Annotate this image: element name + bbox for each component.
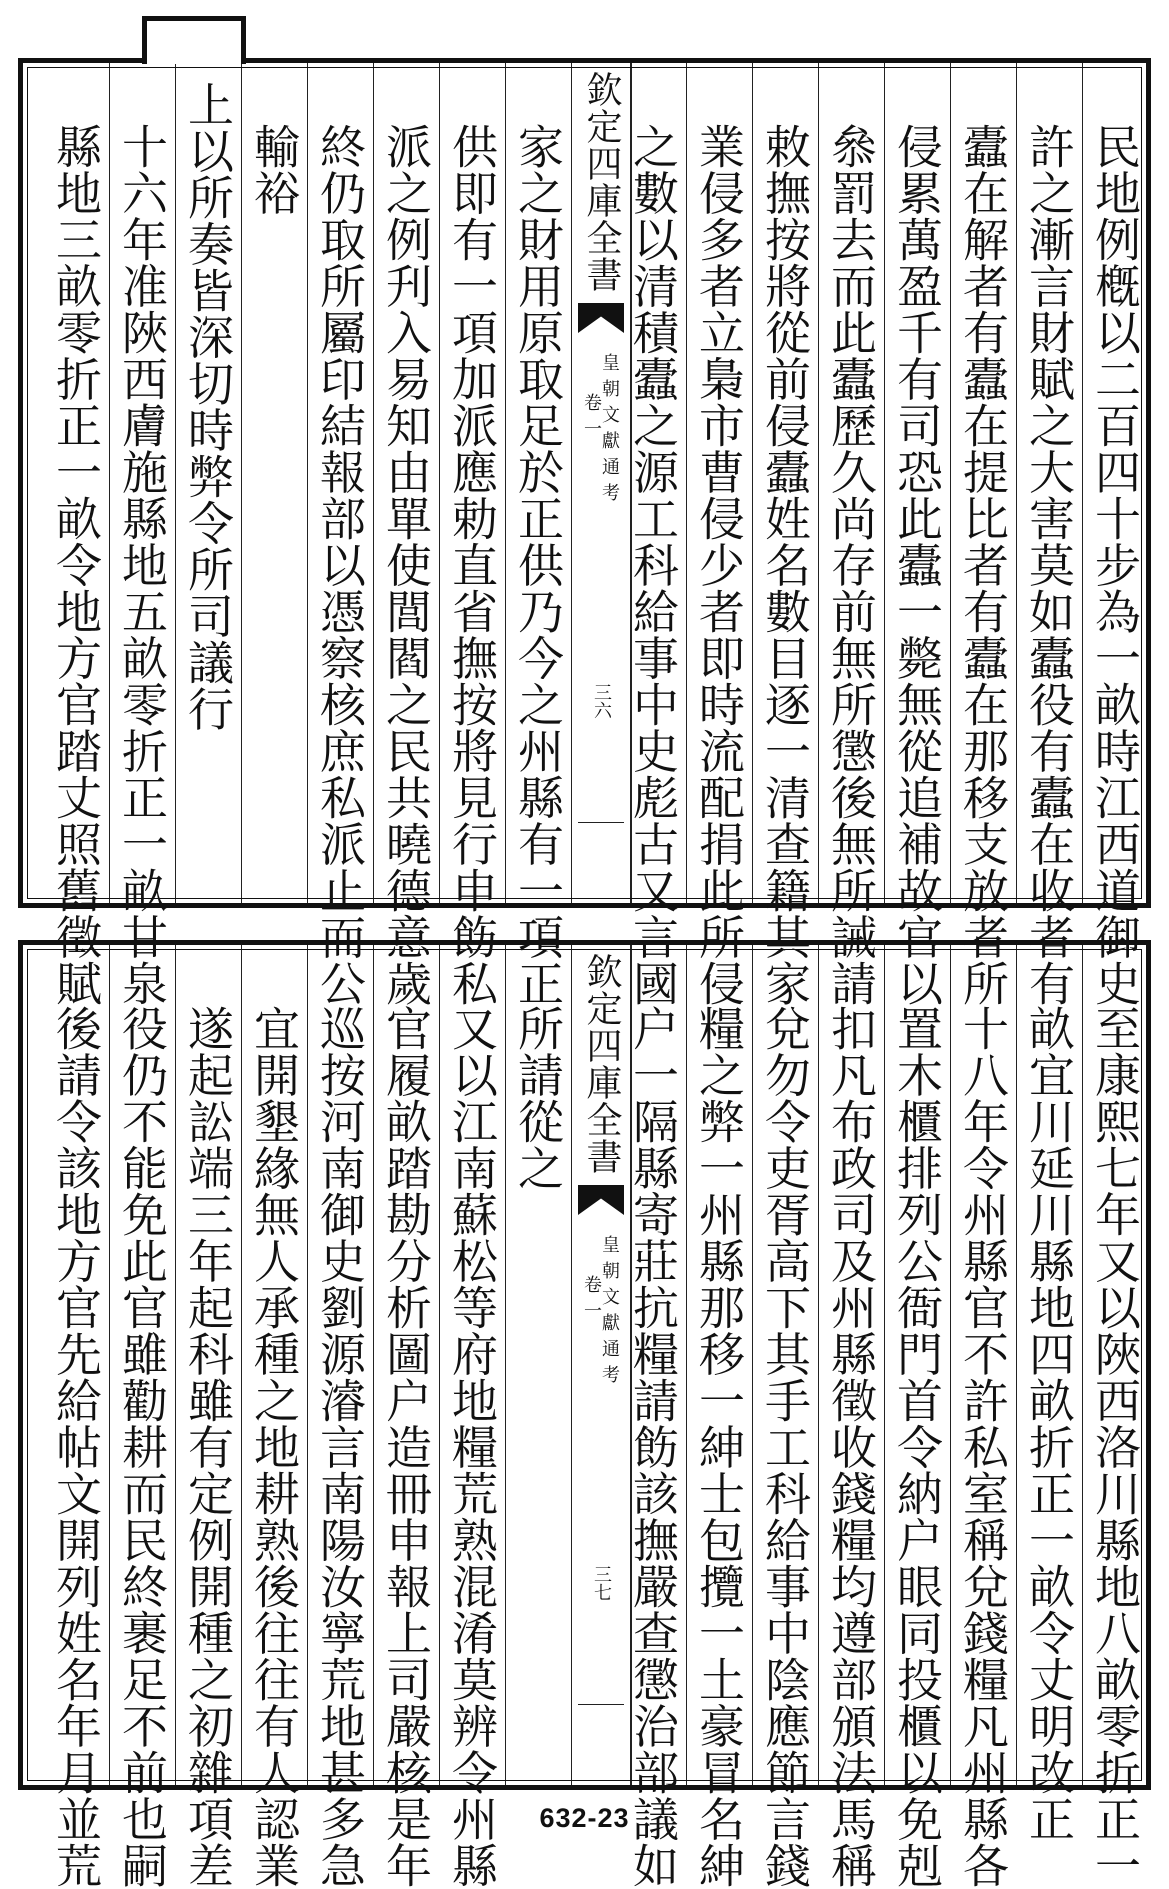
section-subtitle: 皇朝文獻通考 (599, 1235, 620, 1391)
text-column (1016, 945, 1082, 1842)
section-info (580, 1235, 620, 1495)
section-info (580, 353, 620, 613)
column-text: 十六年准陜西膚施縣地五畝零折正一畝甘泉 (115, 123, 169, 1007)
text-column (626, 945, 686, 1889)
center-fold-strip (571, 63, 631, 903)
text-column (31, 63, 109, 1007)
text-column (373, 63, 439, 1007)
center-divider (578, 822, 624, 823)
column-text: 叅罰去而此蠹歷久尚存前無所懲後無所誡請 (824, 123, 878, 1007)
text-column (241, 945, 307, 1889)
column-text: 家之財用原取足於正供乃今之州縣有一項正 (511, 123, 565, 1007)
center-divider (578, 1704, 624, 1705)
text-column (439, 945, 505, 1889)
column-text: 民地例槪以二百四十步為一畝時江西道御史 (1088, 123, 1142, 1007)
column-text: 户一隔縣寄莊抗糧請飭該撫嚴查懲治部議如 (626, 1005, 680, 1889)
text-column (109, 945, 175, 1889)
column-text: 敕撫按將從前侵蠹姓名數目逐一清查籍其家 (758, 123, 812, 1007)
column-text: 糧之弊一州縣那移一紳士包攬一土豪冒名紳 (692, 1005, 746, 1889)
column-text: 輸裕 (247, 123, 301, 216)
column-text: 官履畝踏勘分析圖户造冊申報上司嚴核是年 (379, 1005, 433, 1889)
leaf-number: 三六 (591, 683, 612, 719)
column-text: 巡按河南御史劉源濬言南陽汝寧荒地甚多急 (313, 1005, 367, 1889)
column-text: 兌勿令吏胥高下其手工科給事中陰應節言錢 (758, 1005, 812, 1889)
column-text: 至康熙七年又以陜西洛川縣地八畝零折正一 (1088, 1005, 1142, 1889)
column-text: 役仍不能免此官雖勸耕而民終裹足不前也嗣 (115, 1005, 169, 1889)
column-text: 蠹在解者有蠹在提比者有蠹在那移支放者所 (956, 123, 1010, 1007)
column-text: 畝宜川延川縣地四畝折正一畝令丈明改正 (1022, 1005, 1076, 1842)
text-column (175, 945, 241, 1889)
raised-honorific-tab (142, 16, 246, 64)
column-text: 所請從之 (511, 1005, 565, 1191)
text-column (505, 945, 571, 1785)
text-column (1082, 945, 1148, 1889)
column-text: 又以江南蘇松等府地糧荒熟混淆莫辨令州縣 (445, 1005, 499, 1889)
text-column (950, 945, 1016, 1889)
text-column (686, 945, 752, 1889)
text-column (818, 63, 884, 1007)
fish-tail-mark (578, 1185, 624, 1215)
text-column (241, 63, 307, 903)
text-column (752, 945, 818, 1889)
book-title: 欽定四庫全書 (581, 953, 622, 1175)
column-text: 宜開墾緣無人承種之地耕熟後往往有人認業 (247, 1005, 301, 1889)
text-column (950, 63, 1016, 1007)
text-column (1016, 63, 1082, 1007)
top-page-frame (18, 58, 1151, 1007)
text-column (626, 63, 686, 1007)
column-text: 十八年令州縣官不許私室稱兌錢糧凡州縣各 (956, 1005, 1010, 1889)
text-column (818, 945, 884, 1889)
text-column (884, 63, 950, 1007)
text-column (175, 63, 241, 903)
text-column (307, 945, 373, 1889)
column-text: 侵累萬盈千有司恐此蠹一斃無從追補故官以 (890, 123, 944, 1007)
text-column (439, 63, 505, 1007)
text-column (373, 945, 439, 1889)
text-column (884, 945, 950, 1889)
center-fold-strip (571, 945, 631, 1785)
leaf-number: 三七 (591, 1565, 612, 1601)
book-title: 欽定四庫全書 (581, 71, 622, 293)
text-column (686, 63, 752, 1007)
volume-label: 卷一 (581, 393, 602, 445)
column-text: 後請令該地方官先給帖文開列姓名年月並荒 (49, 1005, 103, 1889)
column-text: 扣凡布政司及州縣徵收錢糧均遵部頒法馬稱 (824, 1005, 878, 1889)
text-column (109, 63, 175, 1007)
text-column (31, 945, 109, 1889)
column-text: 遂起訟端三年起科雖有定例開種之初雜項差 (181, 1005, 235, 1889)
page-number: 632-23 (539, 1803, 630, 1833)
column-text: 終仍取所屬印結報部以憑察核庶私派止而公 (313, 123, 367, 1007)
column-text: 業侵多者立梟市曹侵少者即時流配捐此所侵 (692, 123, 746, 1007)
column-text: 許之漸言財賦之大害莫如蠹役有蠹在收者有 (1022, 123, 1076, 1007)
fish-tail-mark (578, 303, 624, 333)
column-text: 置木櫃排列公衙門首令納户眼同投櫃以免剋 (890, 1005, 944, 1889)
section-subtitle: 皇朝文獻通考 (599, 353, 620, 509)
text-column (752, 63, 818, 1007)
column-text: 之數以清積蠹之源工科給事中史彪古又言國 (626, 123, 680, 1007)
column-text: 派之例刋入易知由單使閭閻之民共曉德意歲 (379, 123, 433, 1007)
volume-label: 卷一 (581, 1275, 602, 1327)
column-text: 縣地三畝零折正一畝令地方官踏丈照舊徵賦 (49, 123, 103, 1007)
text-column (505, 63, 571, 1007)
column-text: 上以所奏皆深切時弊令所司議行 (181, 81, 235, 732)
text-column (307, 63, 373, 1007)
text-column (1082, 63, 1148, 1007)
column-text: 供即有一項加派應勅直省撫按將見行申飭私 (445, 123, 499, 1007)
